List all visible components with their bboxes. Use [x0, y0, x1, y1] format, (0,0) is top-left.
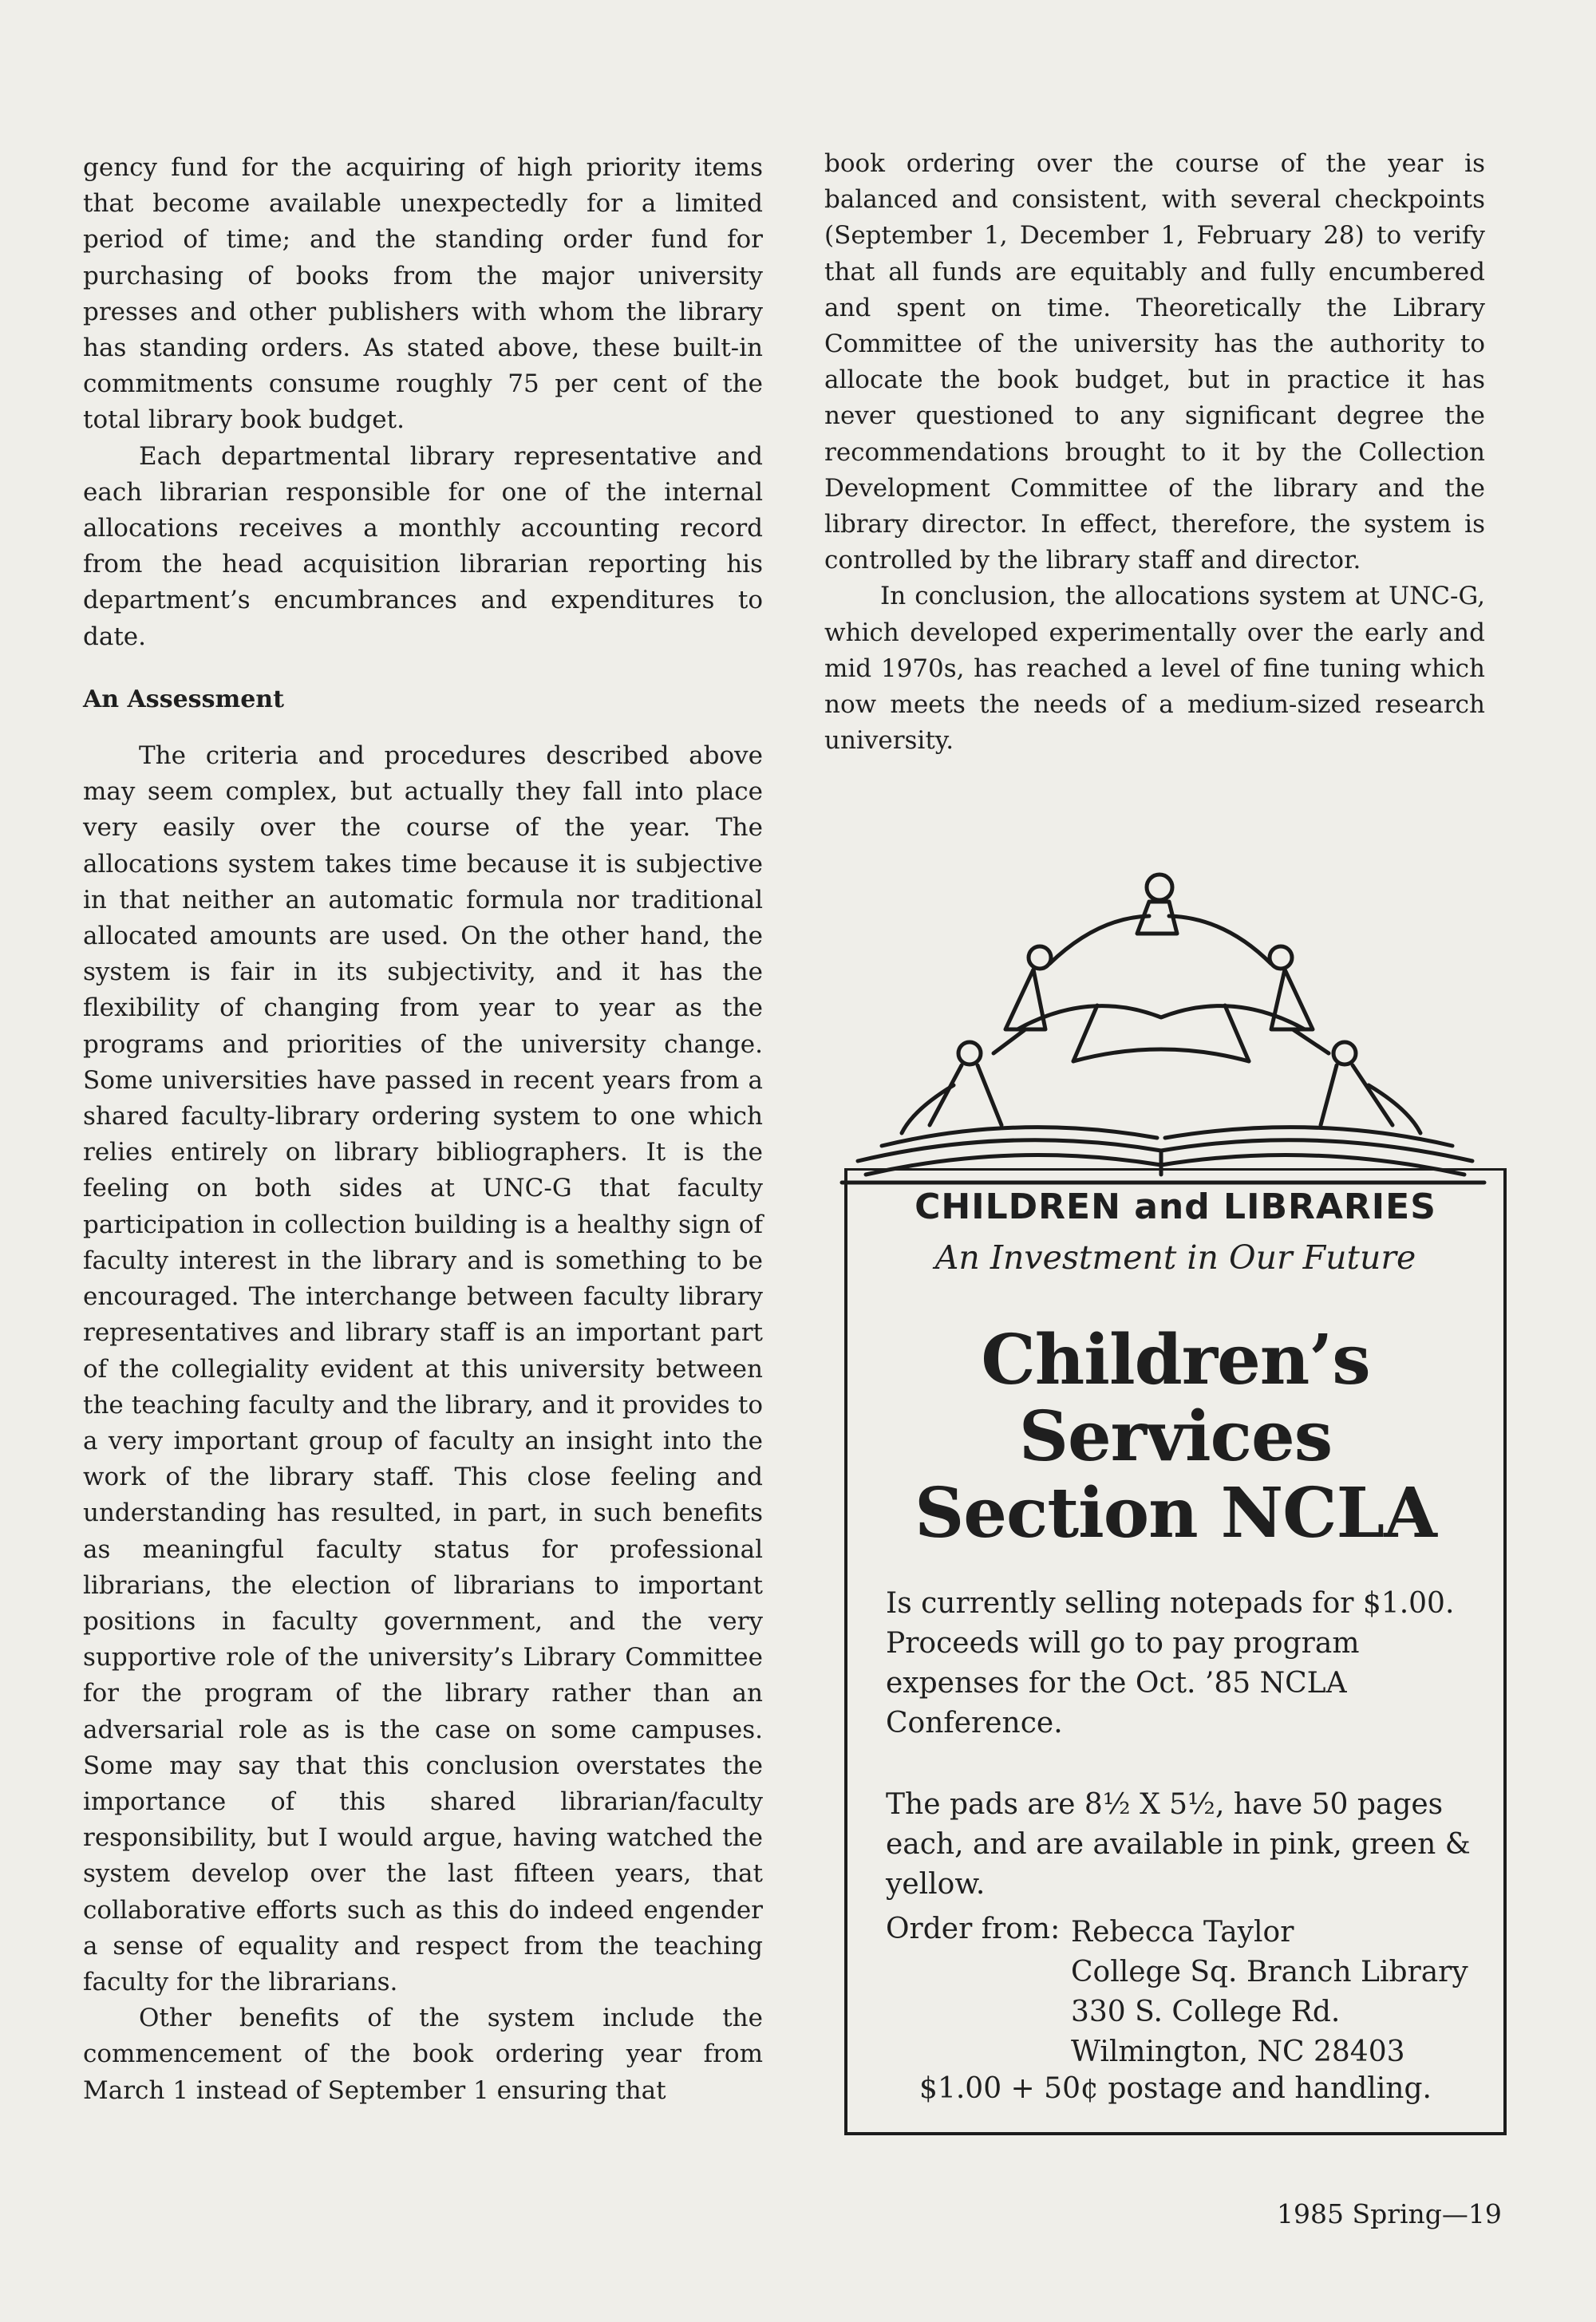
ad-price: $1.00 + 50¢ postage and handling.	[919, 2072, 1432, 2105]
ad-address-line: Rebecca Taylor	[1071, 1916, 1294, 1949]
left-paragraph-2: Each departmental library representative and each librarian responsible for one of the internal allocations receives a monthly accounting record from the head acquisition librarian reporting his department’s encumbrances and expenditures to date.	[83, 441, 763, 651]
page-footer: 1985 Spring—19	[1277, 2198, 1502, 2229]
children-reading-book-illustration	[834, 870, 1492, 1189]
ad-headline-line-3: Section NCLA	[915, 1473, 1436, 1554]
left-column	[83, 150, 763, 2109]
right-column	[824, 146, 1485, 759]
ad-address-line: College Sq. Branch Library	[1071, 1956, 1468, 1988]
child-head-icon	[1147, 875, 1172, 900]
ad-body-paragraph-1: Is currently selling notepads for $1.00. Proceeds will go to pay program expenses for the Oct. ’85 NCLA Conference.	[886, 1587, 1455, 1740]
section-heading-assessment: An Assessment	[83, 685, 284, 713]
advertisement-box	[844, 1168, 1507, 2135]
ad-headline-line-1: Children’s	[981, 1320, 1370, 1400]
ad-headline-line-2: Services	[1018, 1396, 1333, 1477]
ad-address-line: Wilmington, NC 28403	[1071, 2036, 1405, 2068]
ad-banner: CHILDREN and LIBRARIES	[915, 1187, 1436, 1227]
left-paragraph-1: gency fund for the acquiring of high priority items that become available unexpectedly for a limited period of time; and the standing order fund for purchasing of books from the major university presses and other publishers with whom the library has standing orders. As stated above, these built-in commitments consume roughly 75 per cent of the total library book budget.	[83, 153, 763, 435]
right-paragraph-2: In conclusion, the allocations system at UNC-G, which developed experimentally over the early and mid 1970s, has reached a level of fine tuning which now meets the needs of a medium-sized research university.	[824, 582, 1485, 756]
left-paragraph-3: The criteria and procedures described above may seem complex, but actually they fall into place very easily over the course of the year. The allocations system takes time because it is subjective in that neither an automatic formula nor traditional allocated amounts are used. On the other hand, the system is fair in its subjectivity, and it has the flexibility of changing from year to year as the programs and priorities of the university change. Some universities have passed in recent years from a shared faculty-library ordering system to one which relies entirely on library bibliographers. It is the feeling on both sides at UNC-G that faculty participation in collection building is a healthy sign of faculty interest in the library and is something to be encouraged. The interchange between faculty library representatives and library staff is an important part of the collegiality evident at this university between the teaching faculty and the library, and it provides to a very important group of faculty an insight into the work of the library staff. This close feeling and understanding has resulted, in part, in such benefits as meaningful faculty status for professional librarians, the election of librarians to important positions in faculty government, and the very supportive role of the university’s Library Committee for the program of the library rather than an adversarial role as is the case on some campuses. Some may say that this conclusion overstates the importance of this shared librarian/faculty responsibility, but I would argue, having watched the system develop over the last fifteen years, that collaborative efforts such as this do indeed engender a sense of equality and respect from the teaching faculty for the librarians.	[83, 741, 763, 1996]
right-paragraph-1: book ordering over the course of the year is balanced and consistent, with several checkpoints (September 1, December 1, February 28) to verify that all funds are equitably and fully encumbered and spent on time. Theoretically the Library Committee of the university has the authority to allocate the book budget, but in practice it has never questioned to any significant degree the recommendations brought to it by the Collection Development Committee of the library and the library director. In effect, therefore, the system is controlled by the library staff and director.	[824, 149, 1485, 575]
ad-order-label: Order from:	[886, 1913, 1061, 1945]
ad-address-line: 330 S. College Rd.	[1071, 1996, 1341, 2028]
ad-body-paragraph-2: The pads are 8½ X 5½, have 50 pages each, and are available in pink, green & yellow.	[886, 1788, 1471, 1901]
ad-tagline: An Investment in Our Future	[934, 1238, 1416, 1277]
left-paragraph-4: Other benefits of the system include the commencement of the book ordering year from March 1 instead of September 1 ensuring that	[83, 2004, 763, 2105]
